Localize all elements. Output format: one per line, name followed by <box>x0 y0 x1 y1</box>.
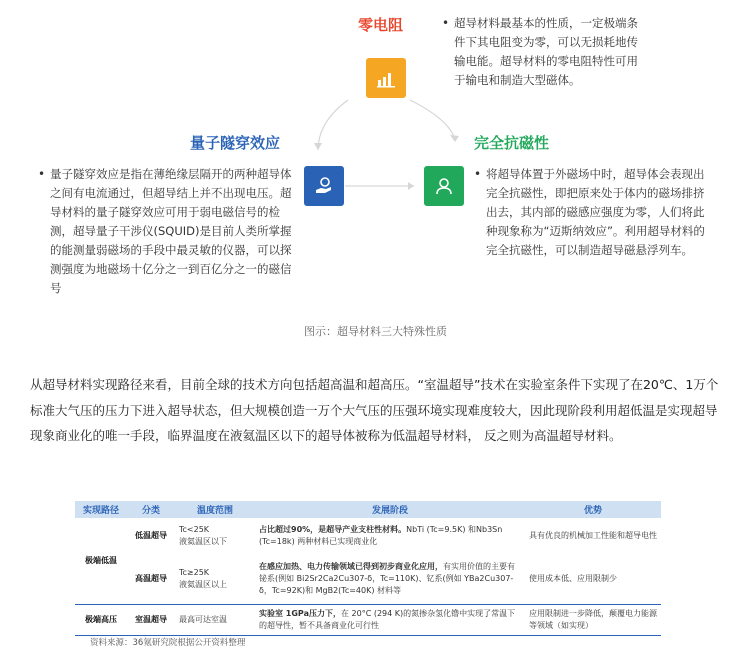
quantum-tunneling-title: 量子隧穿效应 <box>190 134 281 152</box>
table-source-note: 资料来源：36氪研究院根据公开资料整理 <box>90 638 246 648</box>
hand-coin-icon <box>313 175 335 197</box>
zero-resistance-description: • 超导材料最基本的性质，一定极端条件下其电阻变为零，可以无损耗地传输电能。超导材料的零电阻特性可用于输电和制造大型磁体。 <box>440 14 640 90</box>
temperature-cell: Tc<25K 液氦温区以下 <box>179 525 227 546</box>
category-cell: 低温超导 <box>135 531 167 540</box>
temperature-cell: 最高可达室温 <box>175 604 255 635</box>
diamagnetism-description: • 将超导体置于外磁场中时，超导体会表现出完全抗磁性，即把原来处于体内的磁场排挤出去，其内部的磁感应强度为零，人们将此种现象称为“迈斯纳效应”。利用超导材料的完全抗磁性，可以制造超导磁悬浮列车。 <box>472 165 708 260</box>
diamagnetism-icon-box <box>424 166 464 206</box>
header-advantage: 优势 <box>525 501 661 518</box>
header-stage: 发展阶段 <box>255 501 525 518</box>
temperature-cell: Tc≥25K 液氦温区以上 <box>179 567 227 589</box>
superconductor-path-table <box>75 501 661 636</box>
diamagnetism-title: 完全抗磁性 <box>474 134 550 152</box>
category-cell: 高温超导 <box>135 573 167 583</box>
advantage-cell: 具有优良的机械加工性能和超导电性 <box>529 531 657 540</box>
user-icon <box>433 175 455 197</box>
stage-cell: 实验室 1GPa压力下，在 20°C (294 K)的氮掺杂氢化镥中实现了常温下的超导性，暂不具备商业化可行性 <box>255 604 525 635</box>
table-row <box>75 518 661 554</box>
stage-cell: 占比超过90%，是超导产业支柱性材料。NbTi (Tc=9.5K) 和Nb3Sn (Tc=18k) 两种材料已实现商业化 <box>259 525 503 546</box>
quantum-tunneling-description: • 量子隧穿效应是指在薄绝缘层隔开的两种超导体之间有电流通过，但超导结上并不出现电压。超导材料的量子隧穿效应可用于弱电磁信号的检测，超导量子干涉仪(SQUID)是目前人类所掌握的能测量弱磁场的手段中最灵敏的仪器，可以探测强度为地磁场十亿分之一到百亿分之一的磁信号 <box>36 165 298 298</box>
path-cell: 极端低温 <box>85 555 117 565</box>
header-category: 分类 <box>127 501 175 518</box>
body-paragraph: 从超导材料实现路径来看，目前全球的技术方向包括超高温和超高压。“室温超导”技术在实验室条件下实现了在20℃、1万个标准大气压的压力下进入超导状态，但大规模创造一万个大气压的压强环境实现难度较大，因此现阶段利用超低温是实现超导现象商业化的唯一手段，临界温度在液氦温区以下的超导体被称为低温超导材料， 反之则为高温超导材料。 <box>30 377 719 443</box>
category-cell: 室温超导 <box>127 604 175 635</box>
stage-cell: 在感应加热、电力传输领域已得到初步商业化应用，有实用价值的主要有铋系(例如 Bi2Sr2Ca2Cu307-δ，Tc=110K)、钇系(例如 YBa2Cu307-δ，Tc=92K)和 MgB2(Tc=40K) 材料等 <box>259 561 515 595</box>
header-path: 实现路径 <box>75 501 127 518</box>
table-header-row <box>75 501 661 518</box>
quantum-tunneling-icon-box <box>304 166 344 206</box>
header-temperature: 温度范围 <box>175 501 255 518</box>
table-row <box>75 604 661 635</box>
advantage-cell: 应用限制进一步降低，颠覆电力能源等领域（如实现） <box>525 604 661 635</box>
path-cell: 极端高压 <box>75 604 127 635</box>
zero-resistance-title: 零电阻 <box>358 16 404 34</box>
advantage-cell: 使用成本低、应用限制少 <box>529 573 617 583</box>
bar-chart-icon <box>375 67 397 89</box>
zero-resistance-icon-box <box>366 58 406 98</box>
table-row <box>75 554 661 604</box>
diagram-caption: 图示：超导材料三大特殊性质 <box>304 325 447 338</box>
